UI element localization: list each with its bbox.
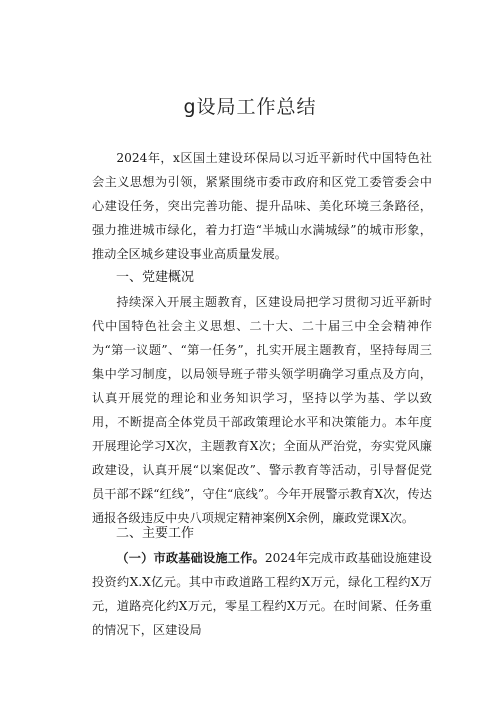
subsection-municipal-infrastructure [92,546,432,642]
subsection-body: 2024年完成市政基础设施建设投资约X.X亿元。其中市政道路工程约X万元，绿化工程约X万元，道路亮化约X万元，零星工程约X万元。在时间紧、任务重的情况下，区建设局 [92,551,432,637]
section-party-building-body: 持续深入开展主题教育，区建设局把学习贯彻习近平新时代中国特色社会主义思想、二十大、二十届三中全会精神作为“第一议题”、“第一任务”，扎实开展主题教育，坚持每周三集中学习制度，以局领导班子带头领学明确学习重点及方向，认真开展党的理论和业务知识学习，坚持以学为基、学以致用，不断提高全体党员干部政策理论水平和决策能力。本年度开展理论学习X次，主题教育X次；全面从严治党，夯实党风廉政建设，认真开展“以案促改”、警示教育等活动，引导督促党员干部不踩“红线”，守住“底线”。今年开展警示教育X次，传达通报各级违反中央八项规定精神案例X余例，廉政党课X次。 [92,295,432,525]
section-heading-party-building: 一、党建概况 [116,270,195,285]
section-heading-main-work: 二、主要工作 [116,526,195,541]
document-title: g设局工作总结 [183,96,317,118]
subsection-label: （一）市政基础设施工作。 [116,551,265,565]
intro-paragraph: 2024年，x区国土建设环保局以习近平新时代中国特色社会主义思想为引领，紧紧围绕市委市政府和区党工委管委会中心建设任务，突出完善功能、提升品味、美化环境三条路径，强力推进城市绿化，着力打造“半城山水满城绿”的城市形象，推动全区城乡建设事业高质量发展。 [92,151,432,261]
